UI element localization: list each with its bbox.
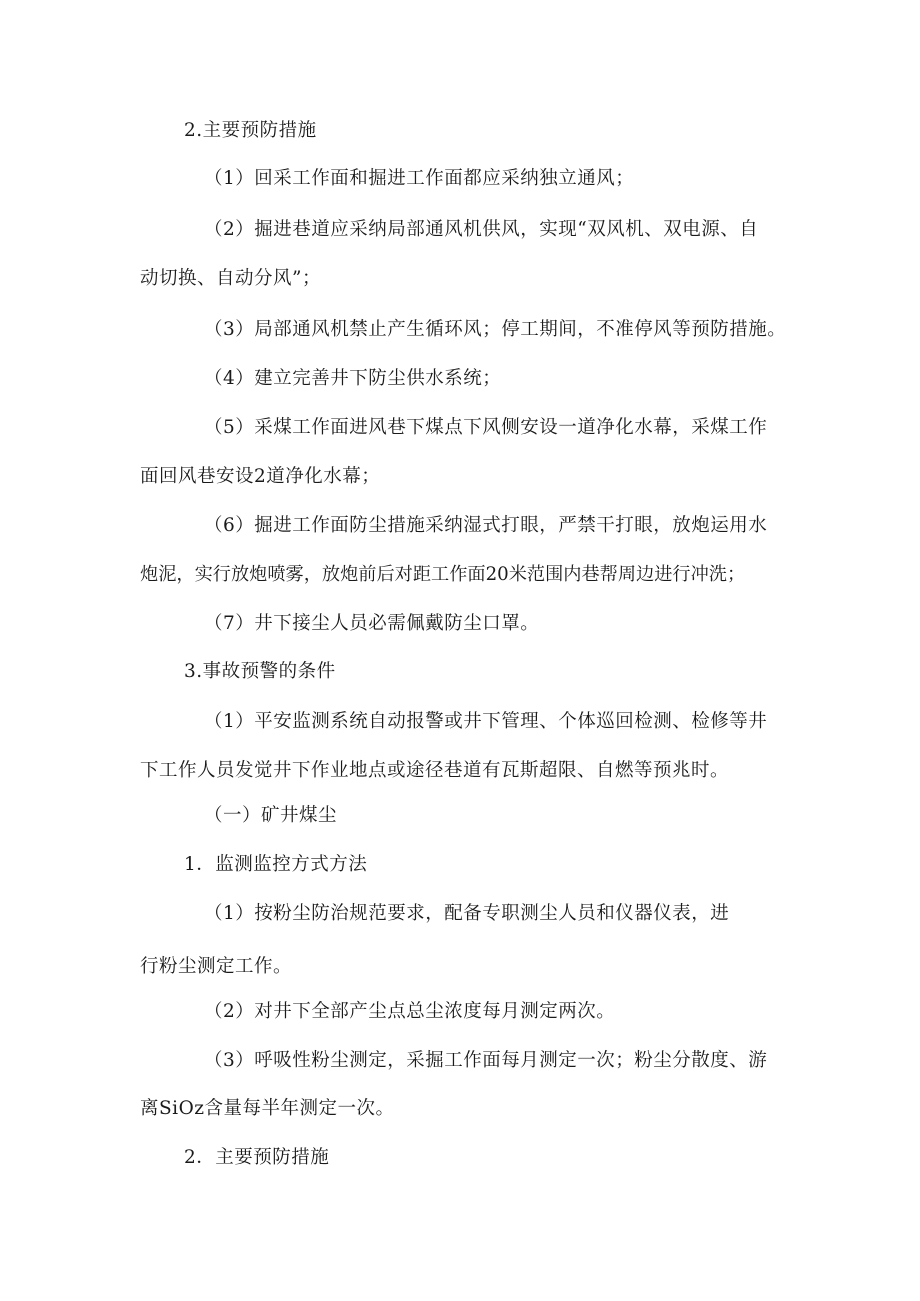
paragraph-line: 下工作人员发觉井下作业地点或途径巷道有瓦斯超限、自燃等预兆时。: [140, 760, 730, 781]
paragraph-line: （6）掘进工作面防尘措施采纳湿式打眼，严禁干打眼，放炮运用水: [204, 515, 768, 536]
paragraph-line: （1）回采工作面和掘进工作面都应采纳独立通风；: [204, 168, 635, 189]
paragraph-line: 离SiOz含量每半年测定一次。: [140, 1098, 395, 1119]
paragraph-line: 炮泥，实行放炮喷雾，放炮前后对距工作面20米范围内巷帮周边进行冲洗；: [140, 564, 746, 585]
paragraph-line: （1）平安监测系统自动报警或井下管理、个体巡回检测、检修等井: [204, 711, 768, 732]
paragraph-line: （2）掘进巷道应采纳局部通风机供风，实现“双风机、双电源、自: [204, 219, 759, 240]
section-heading-warning: 3.事故预警的条件: [184, 661, 336, 682]
paragraph-line: （2）对井下全部产尘点总尘浓度每月测定两次。: [204, 1001, 616, 1022]
paragraph-line: （4）建立完善井下防尘供水系统；: [204, 368, 502, 389]
paragraph-line: 行粉尘测定工作。: [140, 956, 293, 977]
section-heading-monitoring: 1．监测监控方式方法: [184, 854, 368, 875]
paragraph-line: 动切换、自动分风”；: [140, 268, 321, 289]
paragraph-line: （7）井下接尘人员必需佩戴防尘口罩。: [204, 613, 540, 634]
paragraph-line: 面回风巷安设2道净化水幕；: [140, 466, 381, 487]
section-heading-prevention: 2.主要预防措施: [184, 120, 317, 141]
paragraph-line: （1）按粉尘防治规范要求，配备专职测尘人员和仪器仪表，进: [204, 903, 730, 924]
section-heading-coal-dust: （一）矿井煤尘: [204, 805, 338, 826]
paragraph-line: （3）呼吸性粉尘测定，采掘工作面每月测定一次；粉尘分散度、游: [204, 1050, 768, 1071]
section-heading-prevention-2: 2．主要预防措施: [184, 1147, 330, 1168]
paragraph-line: （5）采煤工作面进风巷下煤点下风侧安设一道净化水幕，采煤工作: [204, 417, 768, 438]
paragraph-line: （3）局部通风机禁止产生循环风；停工期间，不准停风等预防措施。: [204, 319, 787, 340]
